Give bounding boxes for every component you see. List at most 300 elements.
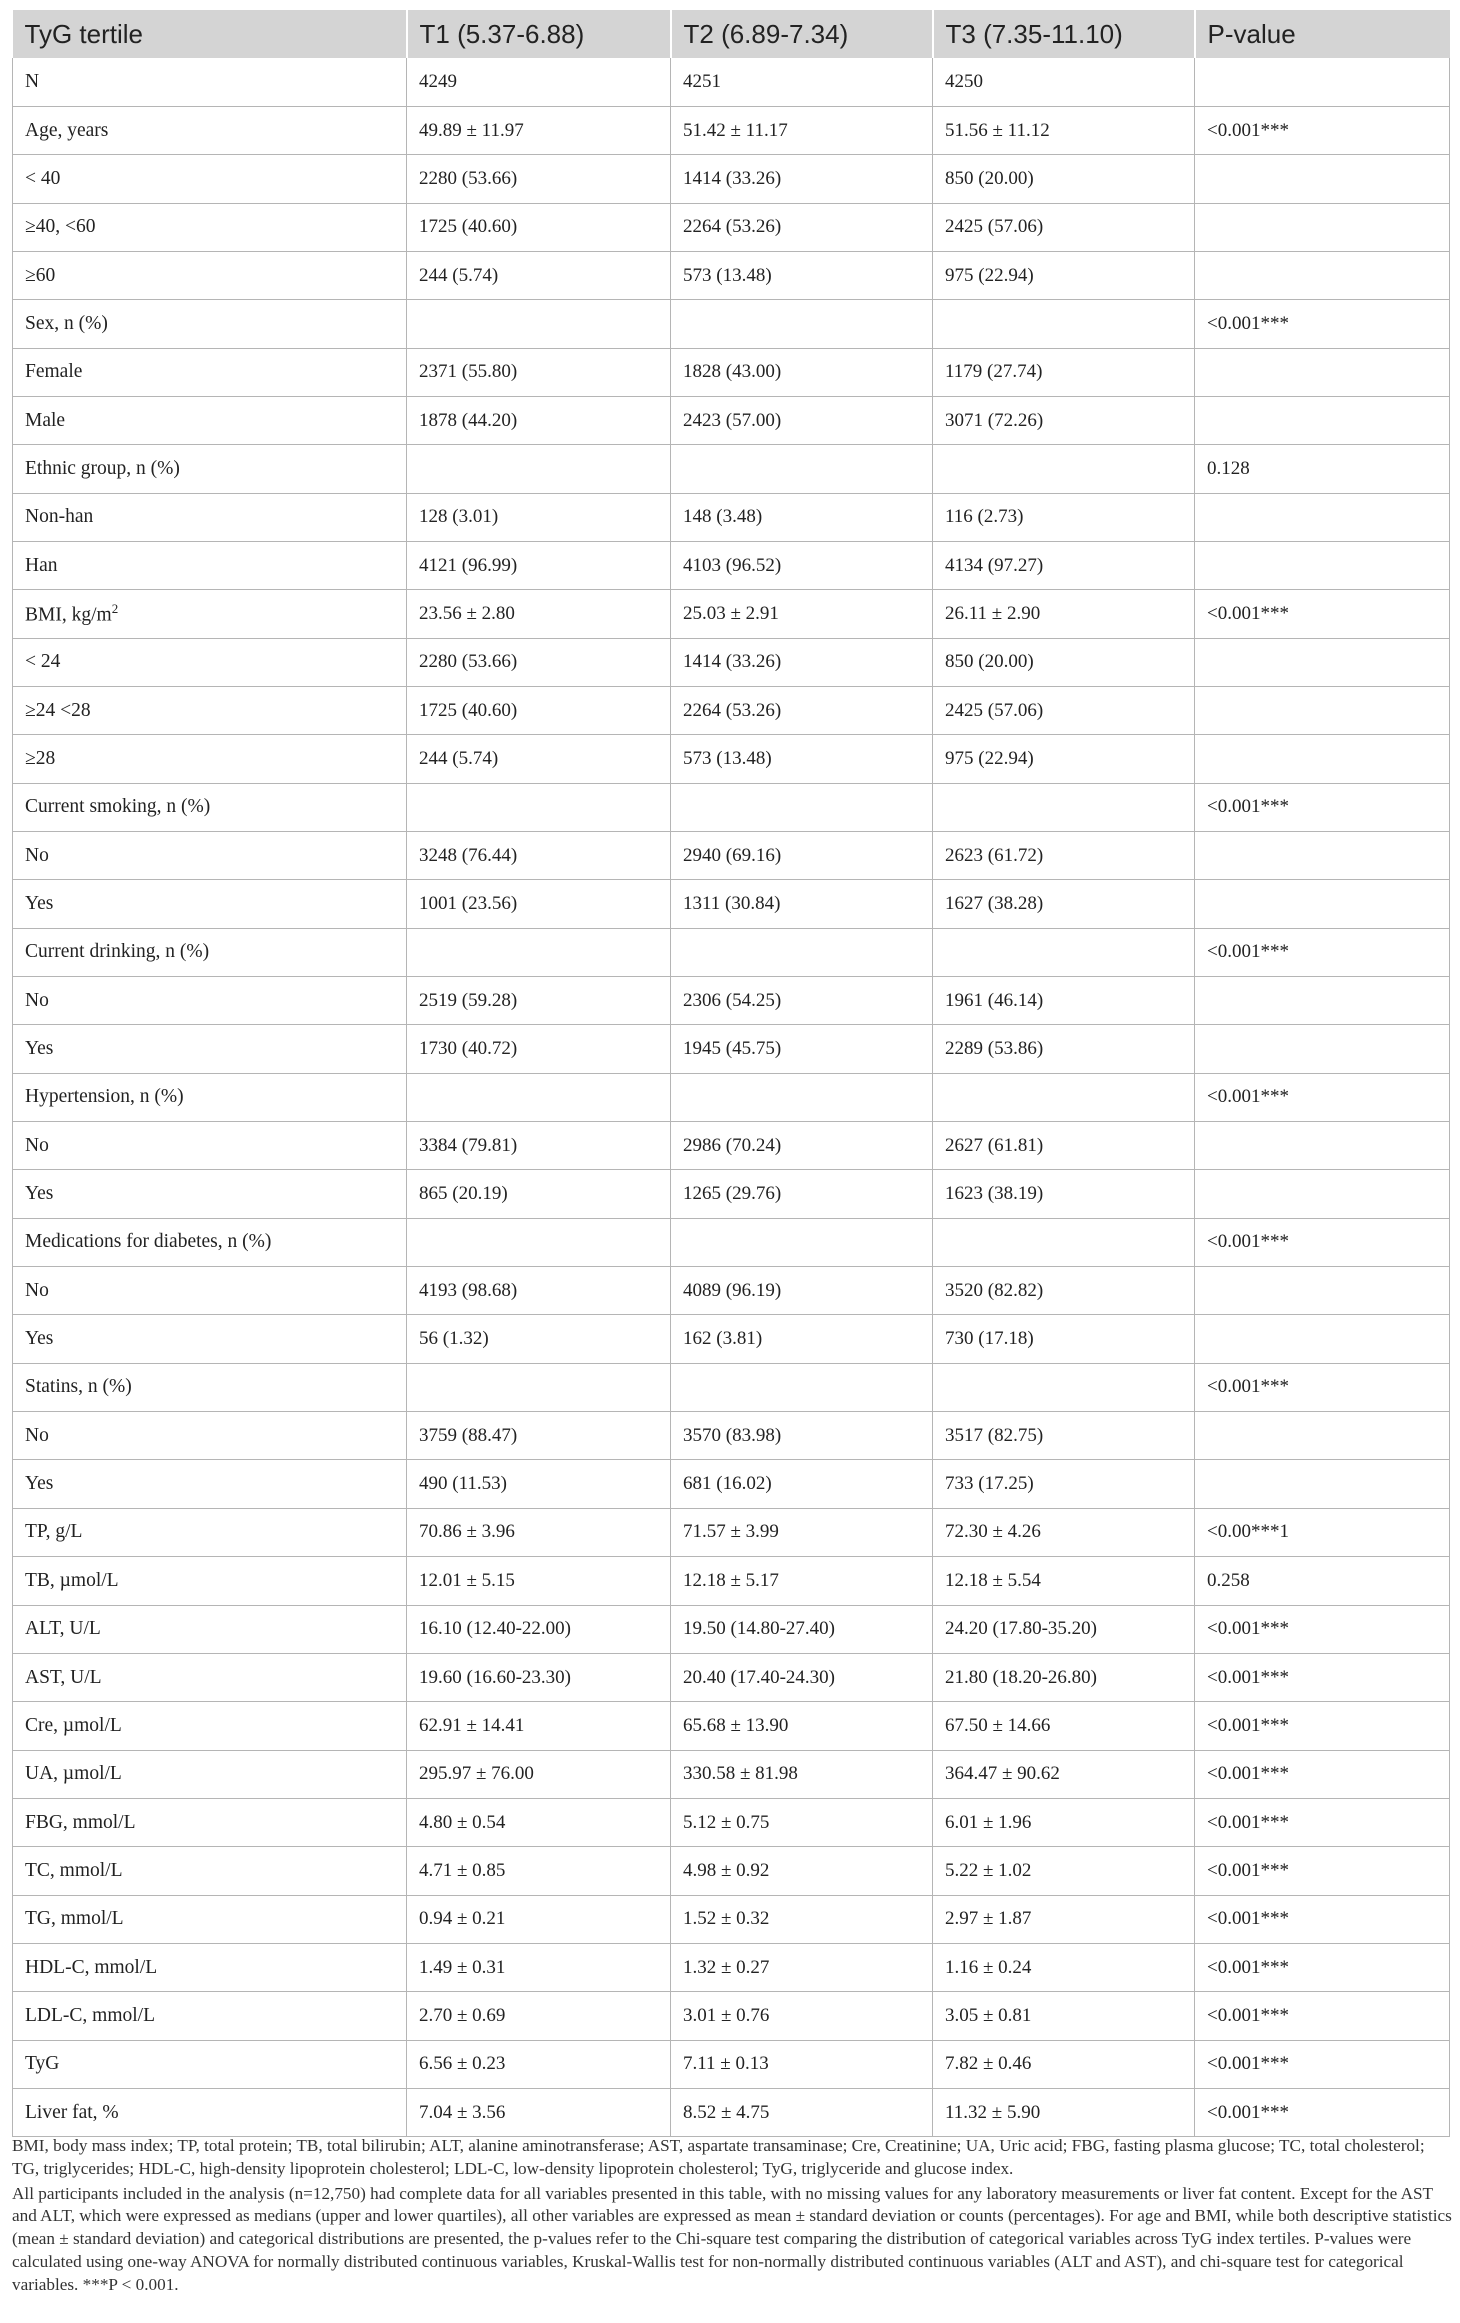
t1-cell [407,880,671,928]
t3-cell-text: 2425 (57.06) [945,216,1044,238]
p-value-cell-text: <0.001*** [1207,2004,1289,2026]
row-label-text: TP, g/L [25,1521,83,1543]
row-label-text: Age, years [25,119,109,141]
t3-cell [933,1702,1195,1750]
table-row [13,1073,1450,1121]
t1-cell [407,396,671,444]
row-label-text: UA, µmol/L [25,1763,122,1785]
row-label-text: Yes [25,893,54,915]
row-label [13,58,407,106]
t3-cell-text: 2623 (61.72) [945,844,1044,866]
t2-cell-text: 20.40 (17.40-24.30) [683,1666,835,1688]
t3-cell [933,735,1195,783]
t2-cell [671,590,933,638]
p-value-cell [1195,1702,1450,1750]
t1-cell-text: 62.91 ± 14.41 [419,1714,525,1736]
t1-cell [407,1798,671,1846]
p-value-cell-text: <0.001*** [1207,941,1289,963]
t3-cell-text: 12.18 ± 5.54 [945,1569,1041,1591]
p-value-cell [1195,1267,1450,1315]
row-label-text: HDL-C, mmol/L [25,1956,158,1978]
table-row [13,1025,1450,1073]
table-row [13,2040,1450,2088]
t1-cell-text: 1725 (40.60) [419,699,518,721]
row-label-text: Female [25,361,83,383]
t1-cell-text: 1001 (23.56) [419,893,518,915]
t1-cell [407,1363,671,1411]
table-row [13,58,1450,106]
row-label [13,686,407,734]
t2-cell [671,977,933,1025]
table-row [13,1557,1450,1605]
row-label-text: AST, U/L [25,1666,102,1688]
t3-cell [933,251,1195,299]
table-row [13,1750,1450,1798]
unit-superscript: 2 [111,601,119,617]
row-label [13,1073,407,1121]
row-label-text: No [25,1424,49,1446]
t2-cell-text: 2940 (69.16) [683,844,782,866]
p-value-cell-text: <0.001*** [1207,1376,1289,1398]
t1-cell [407,686,671,734]
t2-cell [671,1798,933,1846]
t3-cell [933,1025,1195,1073]
t1-cell [407,493,671,541]
t2-cell-text: 3570 (83.98) [683,1424,782,1446]
t1-cell-text: 16.10 (12.40-22.00) [419,1618,571,1640]
row-label-text: TC, mmol/L [25,1859,123,1881]
t1-cell-text: 244 (5.74) [419,747,499,769]
row-label [13,832,407,880]
t1-cell [407,1170,671,1218]
table-row [13,880,1450,928]
row-label-text: Yes [25,1473,54,1495]
row-label [13,2088,407,2136]
table-row [13,348,1450,396]
p-value-cell [1195,445,1450,493]
t1-cell [407,1508,671,1556]
t3-cell-text: 850 (20.00) [945,167,1034,189]
p-value-cell [1195,880,1450,928]
p-value-cell [1195,1460,1450,1508]
t1-cell [407,1073,671,1121]
row-label-text: TB, µmol/L [25,1569,119,1591]
t3-cell-text: 21.80 (18.20-26.80) [945,1666,1097,1688]
row-label-text: < 24 [25,651,61,673]
row-label [13,1943,407,1991]
t3-cell-text: 67.50 ± 14.66 [945,1714,1051,1736]
t3-cell [933,300,1195,348]
header-p-value: P-value [1207,18,1296,49]
t1-cell [407,1122,671,1170]
t3-cell [933,2040,1195,2088]
t2-cell [671,1750,933,1798]
t1-cell [407,1847,671,1895]
row-label-text: FBG, mmol/L [25,1811,136,1833]
table-row [13,1508,1450,1556]
t3-cell-text: 730 (17.18) [945,1328,1034,1350]
t1-cell-text: 19.60 (16.60-23.30) [419,1666,571,1688]
t2-cell [671,1460,933,1508]
t3-cell [933,1895,1195,1943]
t3-cell-text: 2425 (57.06) [945,699,1044,721]
p-value-cell-text: <0.001*** [1207,602,1289,624]
t1-cell [407,638,671,686]
t2-cell-text: 1.32 ± 0.27 [683,1956,770,1978]
row-label-text: Yes [25,1183,54,1205]
p-value-cell [1195,1943,1450,1991]
row-label-text: Ethnic group, n (%) [25,457,180,479]
t2-cell [671,493,933,541]
t1-cell [407,1895,671,1943]
row-label [13,1218,407,1266]
p-value-cell-text: <0.001*** [1207,312,1289,334]
t1-cell [407,348,671,396]
t3-cell-text: 733 (17.25) [945,1473,1034,1495]
p-value-cell-text: <0.001*** [1207,796,1289,818]
row-label-text: No [25,1279,49,1301]
p-value-cell [1195,203,1450,251]
row-label [13,300,407,348]
table-row [13,203,1450,251]
t1-cell-text: 4.71 ± 0.85 [419,1859,506,1881]
table-row [13,396,1450,444]
t2-cell-text: 5.12 ± 0.75 [683,1811,770,1833]
row-label [13,1363,407,1411]
row-label [13,1895,407,1943]
row-label [13,1460,407,1508]
row-label-text: N [25,70,40,92]
t1-cell [407,1605,671,1653]
t1-cell-text: 3248 (76.44) [419,844,518,866]
t2-cell [671,638,933,686]
p-value-cell-text: 0.128 [1207,457,1250,479]
t1-cell-text: 23.56 ± 2.80 [419,602,515,624]
t2-cell [671,1557,933,1605]
t2-cell [671,1218,933,1266]
p-value-cell-text: <0.001*** [1207,1714,1289,1736]
row-label [13,396,407,444]
row-label [13,1992,407,2040]
t1-cell-text: 1.49 ± 0.31 [419,1956,506,1978]
t3-cell-text: 72.30 ± 4.26 [945,1521,1041,1543]
header-t2: T2 (6.89-7.34) [671,10,933,58]
table-row [13,541,1450,589]
t2-cell [671,1895,933,1943]
row-label [13,590,407,638]
row-label-text: TyG [25,2053,60,2075]
t1-cell-text: 244 (5.74) [419,264,499,286]
t2-cell-text: 2423 (57.00) [683,409,782,431]
t1-cell [407,783,671,831]
t2-cell [671,1025,933,1073]
table-header [13,10,1450,58]
row-label-text: No [25,989,49,1011]
t2-cell-text: 1265 (29.76) [683,1183,782,1205]
t2-cell [671,1122,933,1170]
t1-cell [407,1025,671,1073]
t1-cell-text: 56 (1.32) [419,1328,489,1350]
t2-cell-text: 1.52 ± 0.32 [683,1908,770,1930]
row-label [13,1557,407,1605]
row-label [13,2040,407,2088]
table-row [13,1315,1450,1363]
table-row [13,2088,1450,2136]
t3-cell-text: 6.01 ± 1.96 [945,1811,1032,1833]
t3-cell-text: 1623 (38.19) [945,1183,1044,1205]
row-label-text: Liver fat, % [25,2101,119,2123]
t2-cell [671,300,933,348]
t1-cell [407,2088,671,2136]
t2-cell-text: 51.42 ± 11.17 [683,119,788,141]
row-label [13,1412,407,1460]
t3-cell [933,155,1195,203]
table-row [13,638,1450,686]
t1-cell-text: 0.94 ± 0.21 [419,1908,506,1930]
t2-cell [671,686,933,734]
header-tyg-tertile: TyG tertile [13,10,407,58]
t3-cell [933,1750,1195,1798]
table-row [13,783,1450,831]
t2-cell [671,1653,933,1701]
p-value-cell [1195,1798,1450,1846]
p-value-cell [1195,1847,1450,1895]
t1-cell [407,300,671,348]
t1-cell-text: 295.97 ± 76.00 [419,1763,534,1785]
table-row [13,1267,1450,1315]
t3-cell-text: 26.11 ± 2.90 [945,602,1041,624]
p-value-cell-text: <0.001*** [1207,1666,1289,1688]
t2-cell-text: 2264 (53.26) [683,699,782,721]
row-label-text: Male [25,409,66,431]
t3-cell-text: 1179 (27.74) [945,361,1043,383]
row-label [13,880,407,928]
t1-cell [407,2040,671,2088]
t2-cell-text: 3.01 ± 0.76 [683,2004,770,2026]
t1-cell [407,1267,671,1315]
row-label [13,1267,407,1315]
table-row [13,1460,1450,1508]
t1-cell-text: 1878 (44.20) [419,409,518,431]
t1-cell-text: 12.01 ± 5.15 [419,1569,515,1591]
row-label-text: Han [25,554,58,576]
p-value-cell [1195,638,1450,686]
row-label [13,493,407,541]
t2-cell [671,1412,933,1460]
t1-cell-text: 4121 (96.99) [419,554,518,576]
p-value-cell [1195,2088,1450,2136]
t3-cell [933,1557,1195,1605]
p-value-cell [1195,1605,1450,1653]
p-value-cell [1195,1315,1450,1363]
t3-cell-text: 1.16 ± 0.24 [945,1956,1032,1978]
p-value-cell [1195,1122,1450,1170]
row-label-text: Yes [25,1038,54,1060]
p-value-cell-text: <0.001*** [1207,1859,1289,1881]
row-label-text: Statins, n (%) [25,1376,132,1398]
p-value-cell [1195,348,1450,396]
p-value-cell [1195,2040,1450,2088]
t2-cell-text: 7.11 ± 0.13 [683,2053,769,2075]
table-row [13,106,1450,154]
row-label-text: No [25,844,49,866]
t3-cell [933,1653,1195,1701]
t3-cell [933,58,1195,106]
t2-cell-text: 1828 (43.00) [683,361,782,383]
t3-cell-text: 4250 [945,70,983,92]
t2-cell-text: 8.52 ± 4.75 [683,2101,770,2123]
t3-cell-text: 1627 (38.28) [945,893,1044,915]
t1-cell-text: 70.86 ± 3.96 [419,1521,515,1543]
row-label-text: Current smoking, n (%) [25,796,211,818]
table-row [13,977,1450,1025]
t3-cell-text: 850 (20.00) [945,651,1034,673]
t2-cell [671,541,933,589]
t3-cell [933,1412,1195,1460]
t2-cell-text: 4.98 ± 0.92 [683,1859,770,1881]
t1-cell-text: 2.70 ± 0.69 [419,2004,506,2026]
t1-cell [407,203,671,251]
p-value-cell [1195,590,1450,638]
row-label-text: ≥40, <60 [25,216,96,238]
t3-cell [933,1798,1195,1846]
p-value-cell-text: <0.001*** [1207,119,1289,141]
table-row [13,1170,1450,1218]
t1-cell [407,445,671,493]
row-label [13,1798,407,1846]
t1-cell [407,1557,671,1605]
t3-cell [933,928,1195,976]
table-body [13,58,1450,2137]
row-label-text: Current drinking, n (%) [25,941,210,963]
t1-cell-text: 3759 (88.47) [419,1424,518,1446]
t1-cell [407,1460,671,1508]
header-row [13,10,1450,58]
row-label-text: Hypertension, n (%) [25,1086,184,1108]
t2-cell-text: 162 (3.81) [683,1328,763,1350]
p-value-cell [1195,1557,1450,1605]
row-label-text: ALT, U/L [25,1618,101,1640]
t2-cell [671,832,933,880]
p-value-cell-text: <0.001*** [1207,1086,1289,1108]
t1-cell-text: 6.56 ± 0.23 [419,2053,506,2075]
t1-cell [407,541,671,589]
p-value-cell [1195,1653,1450,1701]
t1-cell [407,1412,671,1460]
t2-cell [671,1943,933,1991]
t1-cell-text: 865 (20.19) [419,1183,508,1205]
t2-cell-text: 25.03 ± 2.91 [683,602,779,624]
p-value-cell [1195,1218,1450,1266]
t3-cell [933,445,1195,493]
t3-cell-text: 5.22 ± 1.02 [945,1859,1032,1881]
p-value-cell [1195,1412,1450,1460]
t3-cell [933,203,1195,251]
footnote-methods: All participants included in the analysis (n=12,750) had complete data for all variables presented in this table, with no missing values for any laboratory measurements or liver fat content. Except for the AST and ALT, which were expressed as medians (upper and lower quartiles), all other variables are expressed as mean ± standard deviation or counts (percentages). For age and BMI, while both descriptive statistics (mean ± standard deviation) and categorical distributions are presented, the p-values refer to the Chi-square test comparing the distribution of categorical variables across TyG index tertiles. P-values were calculated using one-way ANOVA for normally distributed continuous variables, Kruskal-Wallis test for non-normally distributed continuous variables (ALT and AST), and chi-square test for categorical variables. ***P < 0.001. [12,2183,1452,2294]
row-label [13,1170,407,1218]
t2-cell [671,251,933,299]
t3-cell [933,783,1195,831]
row-label [13,348,407,396]
t2-cell-text: 2264 (53.26) [683,216,782,238]
p-value-cell [1195,396,1450,444]
t3-cell-text: 7.82 ± 0.46 [945,2053,1032,2075]
table-row [13,1363,1450,1411]
t2-cell [671,58,933,106]
p-value-cell-text: <0.001*** [1207,1908,1289,1930]
t2-cell-text: 681 (16.02) [683,1473,772,1495]
t1-cell-text: 128 (3.01) [419,506,499,528]
t3-cell [933,590,1195,638]
t2-cell-text: 573 (13.48) [683,747,772,769]
t2-cell [671,1363,933,1411]
t1-cell-text: 4.80 ± 0.54 [419,1811,506,1833]
row-label [13,1025,407,1073]
p-value-cell [1195,1508,1450,1556]
t2-cell-text: 4251 [683,70,721,92]
t2-cell [671,445,933,493]
row-label [13,783,407,831]
t1-cell-text: 2280 (53.66) [419,167,518,189]
t2-cell [671,2088,933,2136]
t3-cell [933,686,1195,734]
table-row [13,1702,1450,1750]
t2-cell-text: 1414 (33.26) [683,167,782,189]
t1-cell-text: 49.89 ± 11.97 [419,119,524,141]
row-label-text: ≥28 [25,747,56,769]
t2-cell [671,928,933,976]
p-value-cell [1195,977,1450,1025]
header-t3: T3 (7.35-11.10) [933,10,1195,58]
row-label [13,155,407,203]
t1-cell [407,1943,671,1991]
t3-cell [933,2088,1195,2136]
t3-cell [933,638,1195,686]
t2-cell-text: 1414 (33.26) [683,651,782,673]
row-label-text: ≥60 [25,264,56,286]
p-value-cell-text: 0.258 [1207,1569,1250,1591]
t3-cell-text: 1961 (46.14) [945,989,1044,1011]
t1-cell-text: 490 (11.53) [419,1473,507,1495]
baseline-characteristics-table [12,10,1450,2137]
t3-cell [933,493,1195,541]
t1-cell [407,58,671,106]
t2-cell [671,106,933,154]
t1-cell [407,1218,671,1266]
table-row [13,445,1450,493]
table-row [13,493,1450,541]
t3-cell [933,832,1195,880]
t2-cell [671,1702,933,1750]
t2-cell [671,396,933,444]
p-value-cell-text: <0.001*** [1207,1956,1289,1978]
t1-cell [407,590,671,638]
p-value-cell-text: <0.001*** [1207,1231,1289,1253]
p-value-cell [1195,1750,1450,1798]
t1-cell-text: 4249 [419,70,457,92]
table-row [13,832,1450,880]
t2-cell-text: 330.58 ± 81.98 [683,1763,798,1785]
t3-cell-text: 3517 (82.75) [945,1424,1044,1446]
t2-cell [671,1073,933,1121]
t1-cell [407,106,671,154]
p-value-cell-text: <0.001*** [1207,2101,1289,2123]
row-label [13,735,407,783]
row-label [13,928,407,976]
table-footnotes [12,2135,1452,2299]
p-value-cell [1195,686,1450,734]
t1-cell-text: 4193 (98.68) [419,1279,518,1301]
